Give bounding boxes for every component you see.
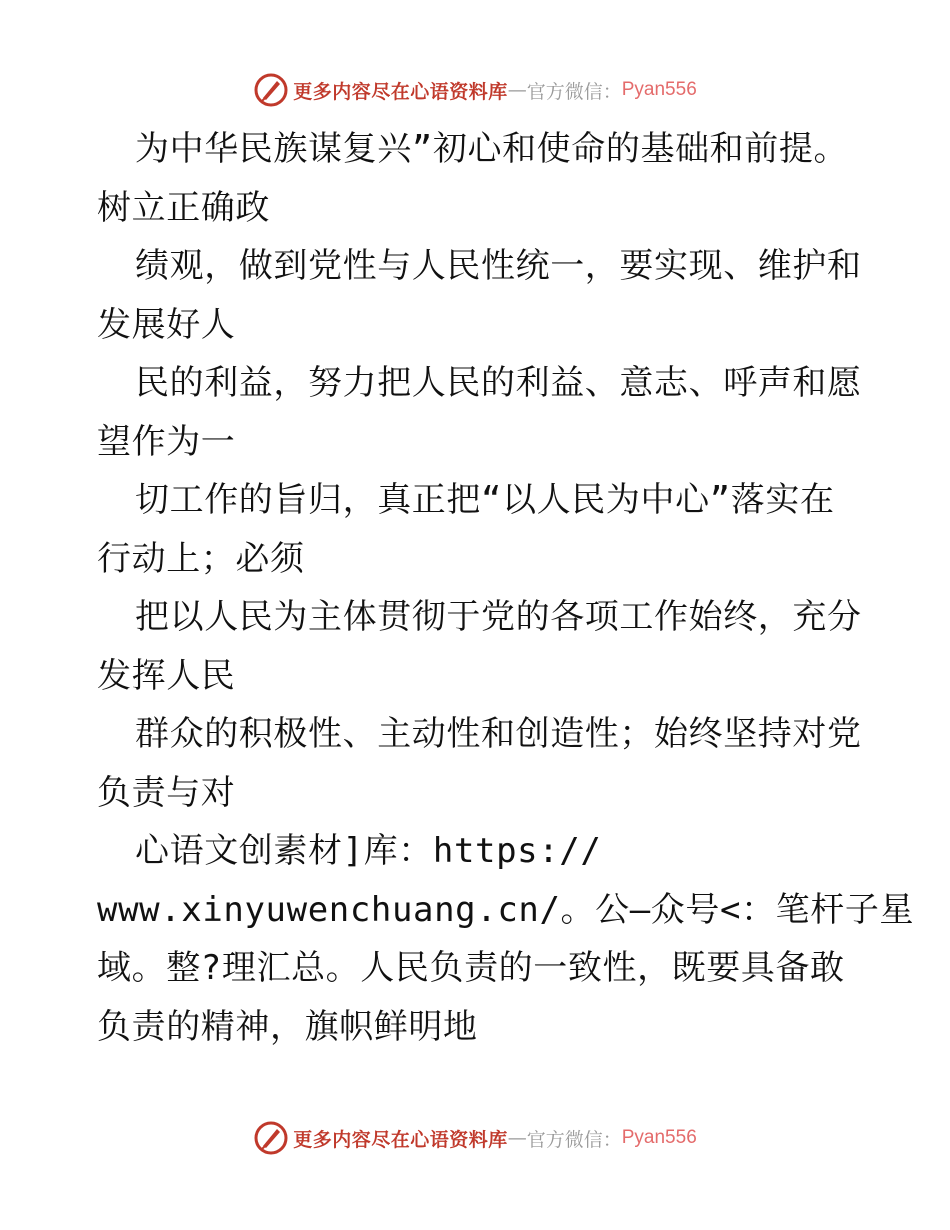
- text-line: www.xinyuwenchuang.cn/。公—众号<：笔杆子星: [97, 889, 915, 930]
- text-line: 绩观，做到党性与人民性统一，要实现、维护和: [135, 246, 862, 286]
- text-line: 群众的积极性、主动性和创造性；始终坚持对党: [135, 714, 862, 754]
- text-line: 行动上；必须: [97, 538, 305, 579]
- text-line: 树立正确政: [97, 187, 270, 228]
- footer-banner: [0, 1118, 950, 1158]
- banner-wechat-label: 官方微信：: [526, 80, 622, 103]
- banner-dash: —: [507, 79, 527, 101]
- text-line: 发挥人民: [97, 655, 236, 696]
- text-line: 负责与对: [97, 772, 236, 813]
- quill-pen-logo-icon: [253, 72, 289, 108]
- text-line: 为中华民族谋复兴”初心和使命的基础和前提。: [135, 129, 849, 169]
- banner-wechat-id: Pyan556: [621, 79, 697, 100]
- text-line: 望作为一: [97, 421, 236, 462]
- text-line: 发展好人: [97, 304, 236, 345]
- text-line: 域。整?理汇总。人民负责的一致性，既要具备敢: [97, 948, 845, 988]
- banner-wechat-id: Pyan556: [621, 1127, 697, 1148]
- banner-main-text: 更多内容尽在心语资料库: [293, 1128, 508, 1151]
- text-line: 切工作的旨归，真正把“以人民为中心”落实在: [135, 480, 835, 520]
- banner-main-text: 更多内容尽在心语资料库: [293, 80, 508, 103]
- header-banner: [0, 70, 950, 110]
- text-line: 负责的精神，旗帜鲜明地: [97, 1006, 478, 1047]
- banner-wechat-label: 官方微信：: [526, 1128, 622, 1151]
- quill-pen-logo-icon: [253, 1120, 289, 1156]
- text-line: 民的利益，努力把人民的利益、意志、呼声和愿: [135, 363, 862, 403]
- text-line: 心语文创素材]库：https://: [135, 831, 602, 871]
- text-line: 把以人民为主体贯彻于党的各项工作始终，充分: [135, 597, 862, 637]
- document-body: [97, 120, 915, 1056]
- banner-dash: —: [507, 1127, 527, 1149]
